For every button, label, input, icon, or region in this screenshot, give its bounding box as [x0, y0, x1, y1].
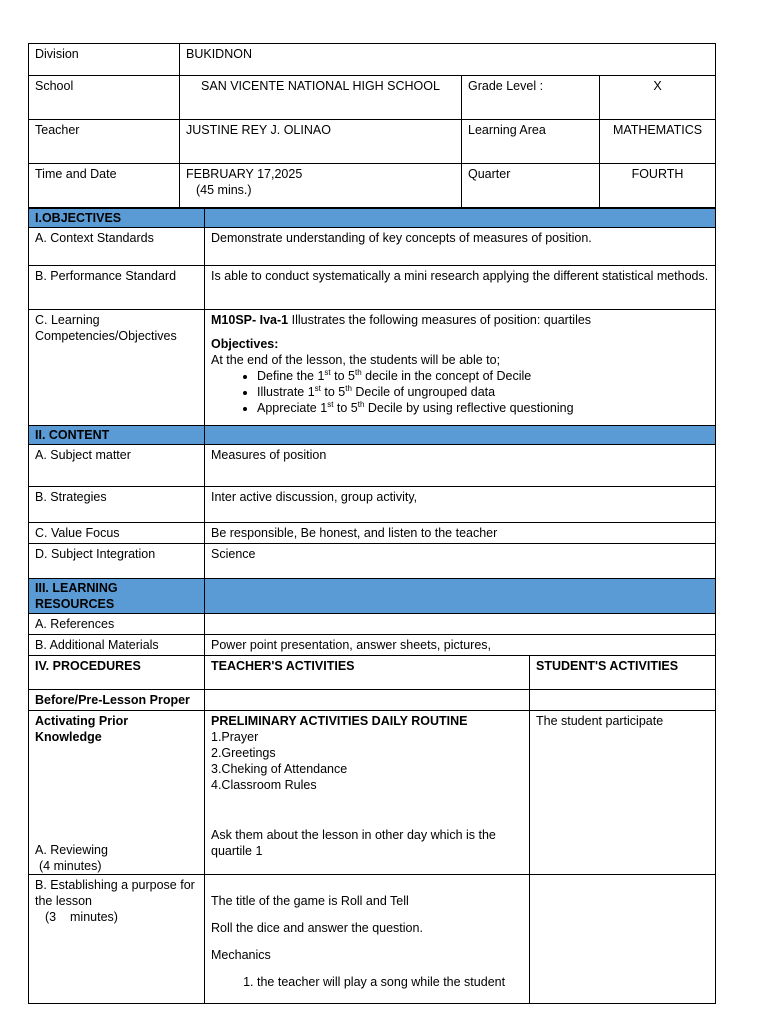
subject-matter-label: A. Subject matter — [29, 445, 205, 487]
mechanics-item: 1. the teacher will play a song while the student — [257, 974, 523, 990]
apk-label: Activating Prior Knowledge — [35, 714, 129, 744]
purpose-cell — [29, 875, 205, 1004]
strategies-label: B. Strategies — [29, 487, 205, 523]
student-participate: The student participate — [530, 711, 716, 875]
ask-text: Ask them about the lesson in other day which is the quartile 1 — [211, 828, 496, 858]
objectives-heading: I.OBJECTIVES — [29, 209, 205, 228]
references-label: A. References — [29, 614, 205, 635]
student-activities-heading: STUDENT'S ACTIVITIES — [530, 656, 716, 690]
teacher-value: JUSTINE REY J. OLINAO — [180, 120, 462, 164]
division-value: BUKIDNON — [180, 44, 716, 76]
performance-standard-value: Is able to conduct systematically a mini research applying the different statistical methods. — [205, 266, 716, 310]
main-table — [28, 208, 716, 1004]
objectives-title: Objectives: — [211, 337, 279, 351]
routine-item: 3.Cheking of Attendance — [211, 762, 348, 776]
grade-value: X — [600, 76, 716, 120]
game-title: The title of the game is Roll and Tell — [211, 894, 409, 908]
routine-item: 4.Classroom Rules — [211, 778, 317, 792]
subject-matter-value: Measures of position — [205, 445, 716, 487]
learning-area-value: MATHEMATICS — [600, 120, 716, 164]
value-focus-label: C. Value Focus — [29, 523, 205, 544]
competencies-label: C. Learning Competencies/Objectives — [29, 310, 205, 426]
learning-area-label: Learning Area — [462, 120, 600, 164]
competency-text: Illustrates the following measures of position: quartiles — [288, 313, 592, 327]
competency-code: M10SP- Iva-1 — [211, 313, 289, 327]
header-table — [28, 43, 716, 208]
time-date-label: Time and Date — [29, 164, 180, 208]
value-focus-value: Be responsible, Be honest, and listen to the teacher — [205, 523, 716, 544]
division-label: Division — [29, 44, 180, 76]
subject-integration-value: Science — [205, 544, 716, 579]
objective-item: • Appreciate 1st to 5th Decile by using reflective questioning — [257, 400, 709, 416]
school-value: SAN VICENTE NATIONAL HIGH SCHOOL — [180, 76, 462, 120]
objectives-intro: At the end of the lesson, the students will be able to; — [211, 353, 501, 367]
competencies-cell — [205, 310, 716, 426]
procedures-heading: IV. PROCEDURES — [29, 656, 205, 690]
apk-cell — [29, 711, 205, 875]
before-lesson-label: Before/Pre-Lesson Proper — [29, 690, 205, 711]
duration-value: (45 mins.) — [196, 183, 252, 197]
references-value — [205, 614, 716, 635]
context-standards-value: Demonstrate understanding of key concepts of measures of position. — [205, 228, 716, 266]
content-heading: II. CONTENT — [29, 426, 205, 445]
date-cell — [180, 164, 462, 208]
roll-text: Roll the dice and answer the question. — [211, 921, 423, 935]
prelim-cell — [205, 711, 530, 875]
objective-item: • Illustrate 1st to 5th Decile of ungrouped data — [257, 384, 709, 400]
objectives-list — [211, 368, 709, 416]
context-standards-label: A. Context Standards — [29, 228, 205, 266]
resources-heading: III. LEARNING RESOURCES — [29, 579, 205, 614]
purpose-time: (3 minutes) — [45, 910, 118, 924]
routine-item: 2.Greetings — [211, 746, 276, 760]
date-value: FEBRUARY 17,2025 — [186, 167, 303, 181]
additional-materials-value: Power point presentation, answer sheets, pictures, — [205, 635, 716, 656]
mechanics-label: Mechanics — [211, 948, 271, 962]
reviewing-label: A. Reviewing — [35, 843, 108, 857]
performance-standard-label: B. Performance Standard — [29, 266, 205, 310]
prelim-title: PRELIMINARY ACTIVITIES DAILY ROUTINE — [211, 714, 468, 728]
objective-item: • Define the 1st to 5th decile in the concept of Decile — [257, 368, 709, 384]
teacher-label: Teacher — [29, 120, 180, 164]
quarter-value: FOURTH — [600, 164, 716, 208]
grade-label: Grade Level : — [462, 76, 600, 120]
subject-integration-label: D. Subject Integration — [29, 544, 205, 579]
game-cell — [205, 875, 530, 1004]
purpose-label: B. Establishing a purpose for the lesson — [35, 878, 195, 908]
lesson-plan — [28, 43, 715, 1004]
teacher-activities-heading: TEACHER'S ACTIVITIES — [205, 656, 530, 690]
reviewing-time: (4 minutes) — [39, 859, 102, 873]
strategies-value: Inter active discussion, group activity, — [205, 487, 716, 523]
quarter-label: Quarter — [462, 164, 600, 208]
additional-materials-label: B. Additional Materials — [29, 635, 205, 656]
school-label: School — [29, 76, 180, 120]
mechanics-list — [211, 974, 523, 990]
routine-item: 1.Prayer — [211, 730, 259, 744]
